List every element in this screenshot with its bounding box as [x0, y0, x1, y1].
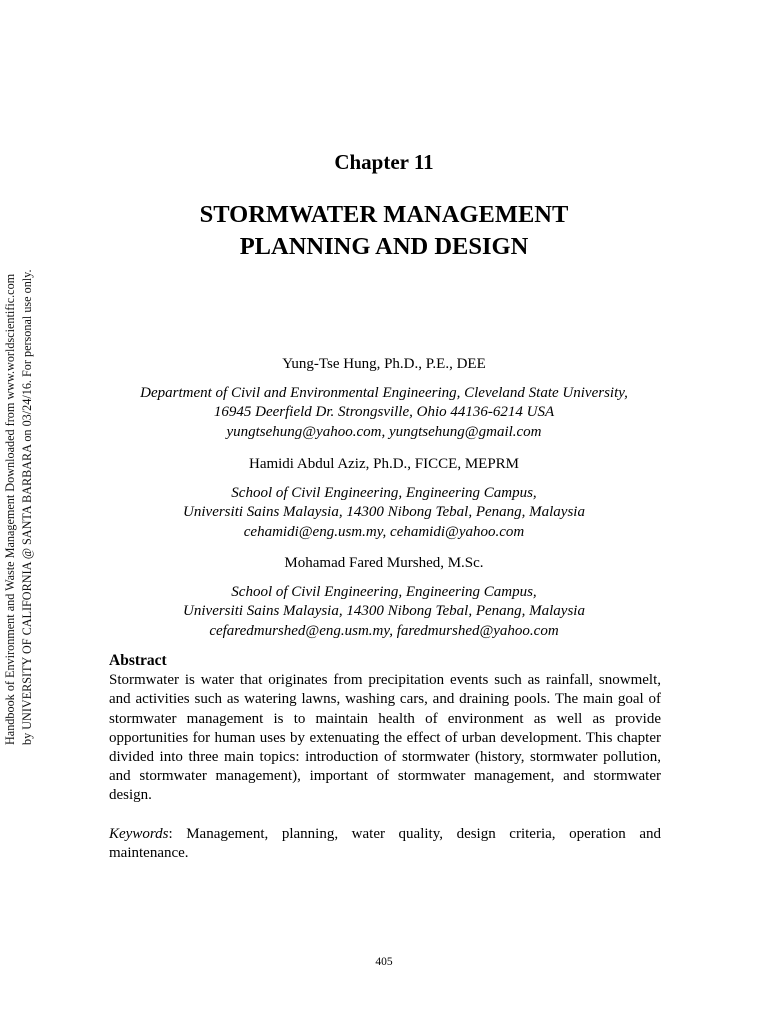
author-email: yungtsehung@yahoo.com, yungtsehung@gmail.com — [226, 423, 542, 440]
author-email: cehamidi@eng.usm.my, cehamidi@yahoo.com — [243, 523, 525, 540]
keywords-text: : Management, planning, water quality, design criteria, operation and maintenance. — [109, 825, 661, 861]
author-name: Mohamad Fared Murshed, M.Sc. — [284, 555, 484, 571]
author-email: cefaredmurshed@eng.usm.my, faredmurshed@yahoo.com — [209, 622, 559, 639]
author-affiliation-line-2: 16945 Deerfield Dr. Strongsville, Ohio 44136-6214 USA — [213, 404, 555, 420]
chapter-title-line-1: STORMWATER MANAGEMENT — [199, 201, 569, 228]
abstract-section — [109, 651, 661, 863]
download-notice-line-2: by UNIVERSITY OF CALIFORNIA @ SANTA BARBARA on 03/24/16. For personal use only. — [20, 269, 34, 745]
keywords-paragraph — [109, 825, 661, 863]
author-affiliation-line-1: Department of Civil and Environmental Engineering, Cleveland State University, — [140, 384, 628, 401]
author-name: Yung-Tse Hung, Ph.D., P.E., DEE — [282, 356, 486, 372]
download-notice-line-1: Handbook of Environment and Waste Management Downloaded from www.worldscientific.com — [3, 273, 17, 745]
chapter-number: Chapter 11 — [334, 150, 434, 174]
author-affiliation-line-2: Universiti Sains Malaysia, 14300 Nibong Tebal, Penang, Malaysia — [183, 603, 585, 619]
author-block-1 — [0, 355, 768, 442]
page-number: 405 — [375, 956, 393, 968]
chapter-title-line-2: PLANNING AND DESIGN — [239, 233, 529, 260]
author-affiliation-line-2: Universiti Sains Malaysia, 14300 Nibong Tebal, Penang, Malaysia — [183, 504, 585, 520]
keywords-label: Keywords — [109, 825, 169, 842]
abstract-heading: Abstract — [109, 652, 167, 669]
author-block-2 — [0, 455, 768, 542]
author-affiliation-line-1: School of Civil Engineering, Engineering Campus, — [231, 583, 537, 600]
abstract-body: Stormwater is water that originates from precipitation events such as rainfall, snowmelt, and activities such as watering lawns, washing cars, and draining pools. The main goal of stormwater management is to maintain health of environment as well as provide opportunities for human uses by extenuating the effect of urban development. This chapter divided into three main topics: introduction of stormwater (history, stormwater pollution, and stormwater management), important of stormwater management, and stormwater design. — [109, 672, 661, 804]
author-block-3 — [0, 554, 768, 641]
chapter-title — [0, 199, 768, 263]
author-name: Hamidi Abdul Aziz, Ph.D., FICCE, MEPRM — [248, 456, 520, 472]
author-affiliation-line-1: School of Civil Engineering, Engineering Campus, — [231, 484, 537, 501]
